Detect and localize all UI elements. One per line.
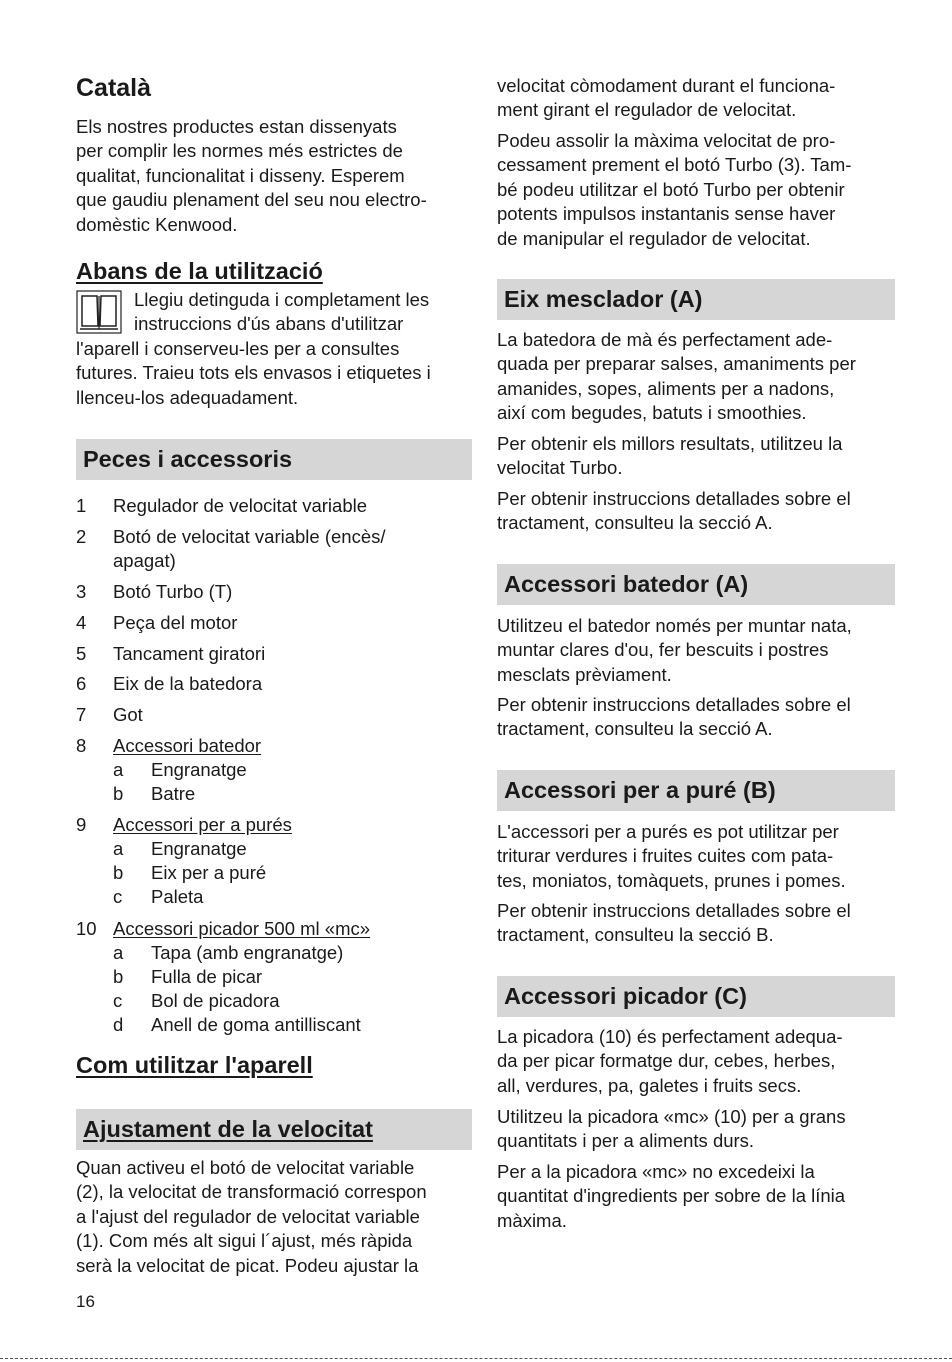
before-use-text	[76, 337, 472, 410]
puree-heading-band	[497, 770, 895, 811]
how-to-use-heading: Com utilitzar l'aparell	[76, 1052, 313, 1078]
speed-continued	[497, 74, 895, 123]
parts-list: 1 Regulador de velocitat variable 2 Botó de velocitat variable (encès/ apagat) 3 Botó Turbo (T) 4 Peça del motor 5 Tancament giratori 6 Eix de la batedora 7 Got 8 Accessori batedor a Engranatge b Batre 9 Accessori per a purés a Engranatge b Eix per a puré c Paleta 10 Accessori picador 500 ml «mc» a Tapa (amb engranatge) b Fulla de picar c Bol de picadora d Anell de goma antilliscant	[76, 495, 386, 1035]
text-line: velocitat còmodament durant el funciona-	[497, 75, 836, 96]
text-line: ment girant el regulador de velocitat.	[497, 99, 797, 121]
cut-line-divider	[0, 1358, 952, 1359]
chopper-heading: Accessori picador (C)	[504, 983, 747, 1009]
text-line: serà la velocitat de picat. Podeu ajustar la	[76, 1254, 419, 1276]
speed-heading: Ajustament de la velocitat	[83, 1116, 373, 1142]
text-line: Quan activeu el botó de velocitat variable	[76, 1157, 415, 1178]
puree-paragraph: Per obtenir instruccions detallades sobre el tractament, consulteu la secció B.	[497, 900, 851, 946]
text-line: potents impulsos instantanis sense haver	[497, 203, 836, 225]
text-line: futures. Traieu tots els envasos i etiquetes i	[76, 362, 431, 384]
text-line: bé podeu utilitzar el botó Turbo per obtenir	[497, 178, 845, 200]
text-line: de manipular el regulador de velocitat.	[497, 227, 811, 249]
whisk-heading-band	[497, 564, 895, 605]
text-line: cessament prement el botó Turbo (3). Tam-	[497, 154, 852, 176]
turbo-paragraph	[497, 129, 895, 251]
text-line: Podeu assolir la màxima velocitat de pro-	[497, 130, 836, 151]
text-line: Llegiu detinguda i completament les	[134, 289, 430, 310]
intro-line: que gaudiu plenament del seu nou electro-	[76, 189, 427, 211]
before-use-text-indented	[134, 288, 474, 337]
parts-heading: Peces i accessoris	[83, 446, 293, 472]
before-use-heading: Abans de la utilització	[76, 258, 323, 284]
mixer-heading: Eix mesclador (A)	[504, 286, 703, 312]
text-line: llenceu-los adequadament.	[76, 386, 299, 408]
chopper-heading-band	[497, 976, 895, 1017]
puree-heading: Accessori per a puré (B)	[504, 777, 776, 803]
intro-line: Els nostres productes estan dissenyats	[76, 116, 397, 137]
chopper-paragraph: Utilitzeu la picadora «mc» (10) per a grans quantitats i per a aliments durs.	[497, 1106, 846, 1152]
mixer-heading-band	[497, 279, 895, 320]
whisk-paragraph: Per obtenir instruccions detallades sobre el tractament, consulteu la secció A.	[497, 694, 851, 740]
intro-line: per complir les normes més estrictes de	[76, 140, 403, 162]
intro-line: qualitat, funcionalitat i disseny. Esperem	[76, 164, 405, 186]
text-line: a l'ajust del regulador de velocitat variable	[76, 1205, 420, 1227]
intro-paragraph	[76, 115, 472, 237]
chopper-paragraph: Per a la picadora «mc» no excedeixi la quantitat d'ingredients per sobre de la línia màxima.	[497, 1161, 846, 1231]
parts-heading-band	[76, 439, 472, 480]
text-line: (1). Com més alt sigui l´ajust, més ràpida	[76, 1230, 413, 1252]
whisk-paragraph: Utilitzeu el batedor només per muntar nata, muntar clares d'ou, fer bescuits i postres mesclats prèviament.	[497, 615, 852, 685]
mixer-paragraph: La batedora de mà és perfectament ade- quada per preparar salses, amaniments per amanides, sopes, aliments per a nadons, així com begudes, batuts i smoothies.	[497, 329, 856, 424]
open-book-icon	[76, 290, 122, 334]
language-title: Català	[76, 74, 152, 102]
chopper-paragraph: La picadora (10) és perfectament adequa- da per picar formatge dur, cebes, herbes, all, verdures, pa, galetes i fruits secs.	[497, 1026, 843, 1096]
mixer-paragraph: Per obtenir els millors resultats, utilitzeu la velocitat Turbo.	[497, 433, 843, 479]
page-number: 16	[76, 1292, 95, 1311]
intro-line: domèstic Kenwood.	[76, 213, 238, 235]
puree-paragraph: L'accessori per a purés es pot utilitzar per triturar verdures i fruites cuites com pata- tes, moniatos, tomàquets, prunes i pomes.	[497, 821, 846, 891]
text-line: (2), la velocitat de transformació correspon	[76, 1181, 427, 1203]
speed-heading-band	[76, 1109, 472, 1150]
mixer-paragraph: Per obtenir instruccions detallades sobre el tractament, consulteu la secció A.	[497, 488, 851, 534]
whisk-heading: Accessori batedor (A)	[504, 571, 749, 597]
text-line: instruccions d'ús abans d'utilitzar	[134, 313, 404, 335]
text-line: l'aparell i conserveu-les per a consultes	[76, 338, 400, 359]
speed-paragraph	[76, 1156, 476, 1278]
